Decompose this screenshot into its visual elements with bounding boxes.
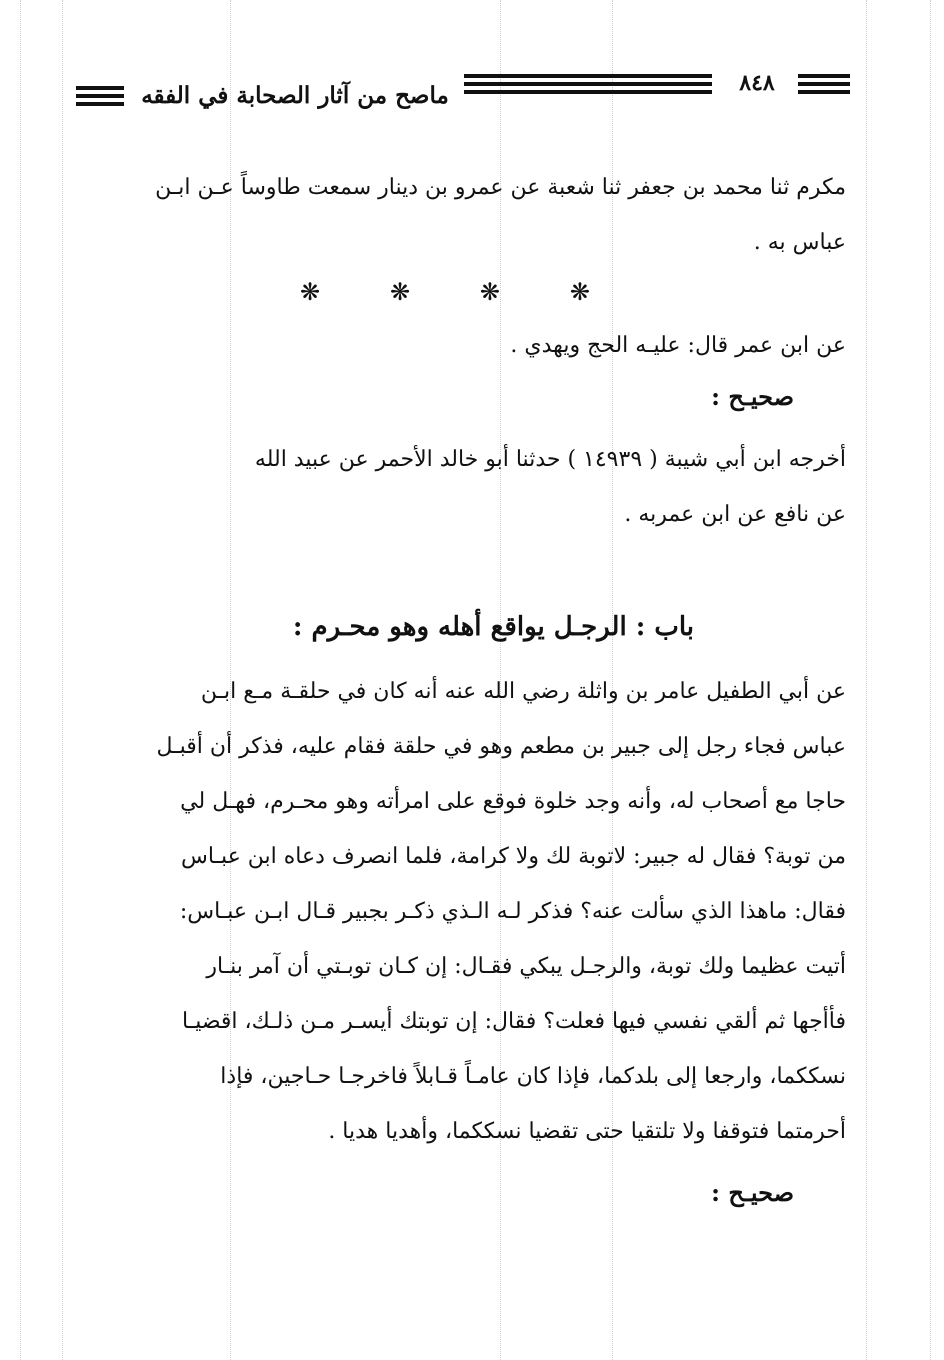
text-line: فقال: ماهذا الذي سألت عنه؟ فذكر لـه الـذي ذكـر بجبير قـال ابـن عبـاس:: [179, 899, 846, 924]
star-separator: [300, 278, 590, 306]
paragraph-takhrij: [94, 432, 846, 542]
text-line: عباس فجاء رجل إلى جبير بن مطعم وهو في حلقة فقام عليه، فذكر أن أقبـل: [156, 734, 846, 759]
grade-label: صحيـح :: [711, 1178, 794, 1207]
paragraph-athar: [94, 664, 846, 1159]
text-line: عباس به .: [753, 230, 846, 255]
running-title: ماصح من آثار الصحابة في الفقه: [141, 82, 449, 109]
scan-line: [866, 0, 867, 1360]
athar-text: [94, 318, 846, 373]
star-ornament-icon: ❋: [389, 278, 411, 306]
paragraph-isnad-continuation: [94, 160, 846, 270]
text-line: أخرجه ابن أبي شيبة ( ١٤٩٣٩ ) حدثنا أبو خالد الأحمر عن عبيد الله: [254, 447, 846, 472]
scan-line: [930, 0, 931, 1360]
scan-line: [20, 0, 21, 1360]
page-number: ٨٤٨: [739, 70, 775, 96]
text-line: حاجا مع أصحاب له، وأنه وجد خلوة فوقع على امرأته وهو محـرم، فهـل لي: [180, 789, 846, 814]
grade-label: صحيـح :: [711, 382, 794, 411]
text-line: من توبة؟ فقال له جبير: لاتوبة لك ولا كرامة، فلما انصرف دعاه ابن عبـاس: [181, 844, 846, 869]
text-line: عن أبي الطفيل عامر بن واثلة رضي الله عنه أنه كان في حلقـة مـع ابـن: [200, 679, 846, 704]
header-rule-right: [798, 74, 850, 98]
scan-line: [62, 0, 63, 1360]
text-line: فأأجها ثم ألقي نفسي فيها فعلت؟ فقال: إن توبتك أيسـر مـن ذلـك، اقضيـا: [182, 1009, 846, 1034]
chapter-heading: باب : الرجـل يواقع أهله وهو محـرم :: [292, 612, 694, 642]
text-line: نسككما، وارجعا إلى بلدكما، فإذا كان عامـاً قـابلاً فاخرجـا حـاجين، فإذا: [220, 1064, 846, 1089]
star-ornament-icon: ❋: [300, 278, 321, 306]
header-rule-middle: [464, 74, 712, 98]
text-line: أحرمتما فتوقفا ولا تلتقيا حتى تقضيا نسككما، وأهديا هديا .: [328, 1119, 846, 1144]
page-header: [76, 64, 848, 114]
text-line: مكرم ثنا محمد بن جعفر ثنا شعبة عن عمرو بن دينار سمعت طاوساً عـن ابـن: [155, 175, 846, 200]
text-line: عن نافع عن ابن عمربه .: [624, 502, 846, 527]
text-line: عن ابن عمر قال: عليـه الحج ويهدي .: [510, 333, 846, 358]
star-ornament-icon: ❋: [569, 278, 590, 306]
text-line: أتيت عظيما ولك توبة، والرجـل يبكي فقـال: إن كـان توبـتي أن آمر بنـار: [206, 954, 846, 979]
star-ornament-icon: ❋: [479, 278, 501, 306]
header-rule-left: [76, 86, 124, 110]
